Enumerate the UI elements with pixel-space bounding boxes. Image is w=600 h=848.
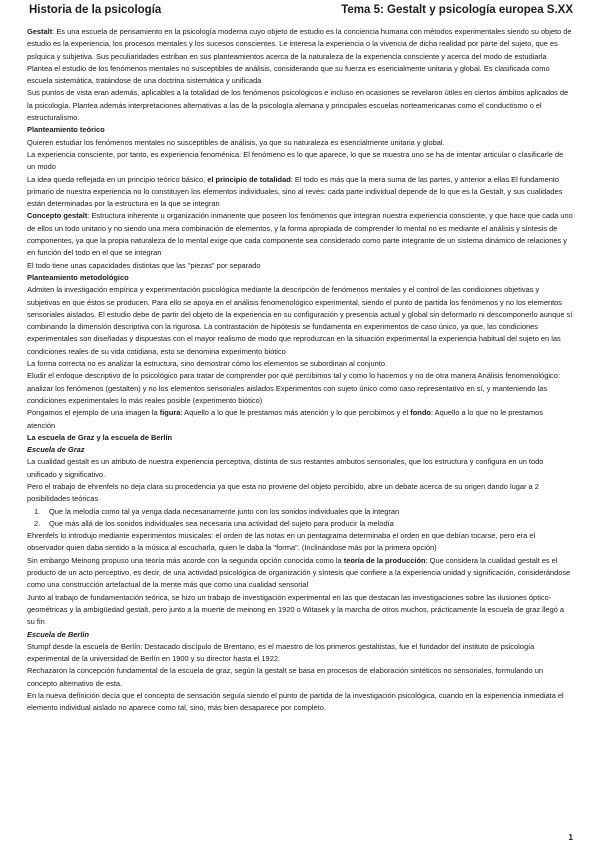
subsection-heading: Escuela de Graz	[27, 445, 85, 455]
document-page	[27, 0, 573, 848]
paragraph: Ehrenfels lo introdujo mediante experimentos musicales: el orden de las notas en un pentagrama determinaba el orden en que debían tocarse, pero era el observador quien daba sentido a la música al escucharla, quien le daba la "forma". (Inclinándose más por la primera opción)	[27, 531, 536, 553]
paragraph-text: : Aquello a lo que le prestamos más atención y lo que percibimos y el	[180, 408, 411, 418]
term-bold: fondo	[410, 408, 431, 418]
list-text: Que la melodía como tal ya venga dada necesariamente junto con los sonidos individuales que la integran	[49, 506, 400, 516]
paragraph: Quieren estudiar los fenómenos mentales no susceptibles de análisis, ya que su naturaleza es esencialmente unitaria y global.	[27, 137, 445, 147]
paragraph: La experiencia consciente, por tanto, es experiencia fenoménica: El fenómeno es lo que aparece, lo que se muestra uno se ha de intentar articular o clasificarle de un modo	[27, 149, 564, 172]
section-heading	[27, 124, 573, 136]
paragraph: En la nueva definición decía que el concepto de sensación seguía siendo el punto de partida de la investigación psicológica, cuando en la experiencia inmediata el elemento individual aislado no aparece como tal, sino, más bien desaparece por completo.	[27, 691, 564, 713]
list-text: Que más allá de los sonidos individuales sea necesaria una actividad del sujeto para producir la melodía	[49, 518, 394, 528]
paragraph-text: : Aquello a lo que no le prestamos atención	[27, 408, 543, 430]
paragraph: La forma correcta no es analizar la estructura, sino demostrar cómo los elementos se subordinan al conjunto.	[27, 359, 388, 369]
course-title: Historia de la psicología	[29, 4, 162, 16]
section-heading	[27, 432, 573, 444]
list-item	[27, 518, 573, 530]
paragraph: Stumpf desde la escuela de Berlín: Destacado discípulo de Brentano, es el maestro de los primeros gestaltistas, fue el fundador del instituto de psicología experimental de la universidad de Berlín en 1900 y su director hasta el 1922.	[27, 641, 535, 664]
term-bold: el principio de totalidad	[207, 174, 291, 184]
term-bold: Concepto gestalt	[27, 211, 88, 221]
heading-text: La escuela de Graz y la escuela de Berlín	[27, 432, 173, 442]
paragraph: La cualidad gestalt es un atributo de nuestra experiencia perceptiva, distinta de sus restantes atributos sensoriales, que los estructura y configura en un todo unificado y significativo.	[27, 457, 544, 479]
paragraph	[27, 174, 573, 211]
paragraph: Sus puntos de vista eran además, aplicables a la totalidad de los fenómenos psicológicos e incluso en ocasiones se revelaron útiles en ciertos ámbitos aplicados de la psicología. Plantea además interpretaciones alternativas a las de la psicología alemana y principales escuelas norteamericanas como el conductismo o el estructuralismo.	[27, 88, 569, 123]
paragraph: Admiten la investigación empírica y experimentación psicológica mediante la descripción de fenómenos mentales y el control de las condiciones objetivas y subjetivas en que éstos se producen. Para ello se apoya en el análisis fenomenológico experimental, siendo el punto de partida los fenómenos y no los elementos sensoriales aislados. El estudio debe de partir del objeto de la experiencia en su configuración y presencia actual y global sin deformarlo ni descomponerlo aunque sí combinando la dimensión descriptiva con la rigurosa. La contrastación de hipótesis se fundamenta en experimentos de caso único, ya que, las condiciones experimentales son diseñadas y dispuestas con el mayor realismo de modo que reproduzcan en la situación experimental la experiencia habitual del sujeto en las condiciones reales de su vida cotidiana, esto se denomina experimento biótico	[27, 285, 573, 356]
paragraph-text: : Es una escuela de pensamiento en la psicología moderna cuyo objeto de estudio es la conciencia humana con métodos experimentales siendo su objeto de estudio es la experiencia, los procesos mentales y los sucesos conscientes. Le interesa la experiencia o la vivencia de dicha realidad por parte del sujeto, que es psíquica y subjetiva. Sus peculiaridades estriban en sus planteamientos acerca de la naturaleza de la experiencia consciente y acerca del modo de estudiarla	[27, 27, 572, 61]
term-bold: figura	[159, 408, 181, 418]
paragraph-text: : Estructura inherente u organización inmanente que poseen los fenómenos que integran nuestra experiencia consciente, y que hace que cada uno de ellos un todo unitario y no siendo una mera combinación de elementos, y la forma apropiada de comprender lo mental no es mediante el análisis y síntesis de componentes, ya que la propia naturaleza de lo mental exige que cada componente sea considerado como parte integrante de un sistema dinámico de relaciones y en función del todo en el que se integran	[27, 211, 573, 258]
paragraph: Junto al trabajo de fundamentación teórica, se hizo un trabajo de investigación experimental en las que destacan las investigaciones sobre las ilusiones óptico-geométricas y la ambigüedad gestalt, pero junto a la muerte de meinong en 1920 o Witasek y la marcha de otros muchos, prácticamente la escuela de graz llegó a su fin	[27, 592, 565, 627]
paragraph-text: La idea queda reflejada en un principio teórico básico,	[27, 174, 208, 184]
heading-text: Planteamiento metodológico	[27, 272, 129, 282]
list-number: 1.	[34, 506, 41, 516]
heading-text: Planteamiento teórico	[27, 125, 105, 135]
paragraph: Eludir el enfoque descriptivo de lo psicológico para tratar de comprender por qué percibimos tal y como lo hacemos y no de otra manera Análisis fenomenológico: analizar los fenómenos (gestalten) y no los elementos sensoriales aislados Experimentos con sujeto único como caso representativo en sí, y manteniendo las condiciones experimentales lo más reales posible (experimento biótico)	[27, 371, 560, 405]
paragraph: Rechazaron la concepción fundamental de la escuela de graz, según la gestalt se basa en procesos de elaboración sintéticos no sensoriales, formulando un concepto alternativo de esta.	[27, 666, 543, 688]
term-bold: teoría de la producción	[343, 555, 426, 565]
term-bold: Gestalt	[27, 27, 53, 36]
paragraph	[27, 210, 573, 259]
paragraph-text: : El todo es más que la mera suma de las partes, y anterior a ellas.El fundamento primario de nuestra experiencia no lo constituyen los elementos individuales, sino al revés: cada parte individual depende de lo que es la Gestalt, y sus cualidades están determinadas por la estructura en la que se integran	[27, 174, 563, 209]
paragraph: Pero el trabajo de ehrenfels no deja clara su procedencia ya que esta no proviene del objeto percibido, abre un debate acerca de su origen dando lugar a 2 posibilidades teóricas	[27, 481, 539, 504]
paragraph-text: : Que considera la cualidad gestalt es el producto de un acto perceptivo, es decir, de una actividad psicológica de organización y síntesis que confiere a la experiencia unidad y significación, considerándose como una construcción artefactual de la mente más que como una cualidad sensorial	[27, 555, 571, 590]
numbered-list	[27, 506, 573, 531]
section-heading	[27, 272, 573, 284]
paragraph: Plantea el estudio de los fenómenos mentales no susceptibles de análisis, considerando que su fuerza es esencialmente unitaria y global. Es clasificada como escuela sistemática, tratándose de una doctrina sistemática y unificada	[27, 63, 550, 86]
document-body	[27, 26, 573, 715]
list-item	[27, 506, 573, 518]
paragraph: El todo tiene unas capacidades distintas que las "piezas" por separado	[27, 260, 261, 270]
page-header	[27, 4, 573, 20]
subsection-heading: Escuela de Berlín	[27, 629, 90, 639]
list-number: 2.	[34, 518, 41, 528]
topic-title: Tema 5: Gestalt y psicología europea S.XX	[341, 4, 573, 16]
paragraph-text: Pongamos el ejemplo de una imagen la	[27, 408, 160, 418]
paragraph-text: Sin embargo Meinong propuso una teoría más acorde con la segunda opción conocida como la	[27, 555, 344, 565]
page-number: 1	[568, 833, 573, 842]
paragraph	[27, 26, 573, 63]
paragraph	[27, 555, 573, 592]
paragraph	[27, 407, 573, 432]
